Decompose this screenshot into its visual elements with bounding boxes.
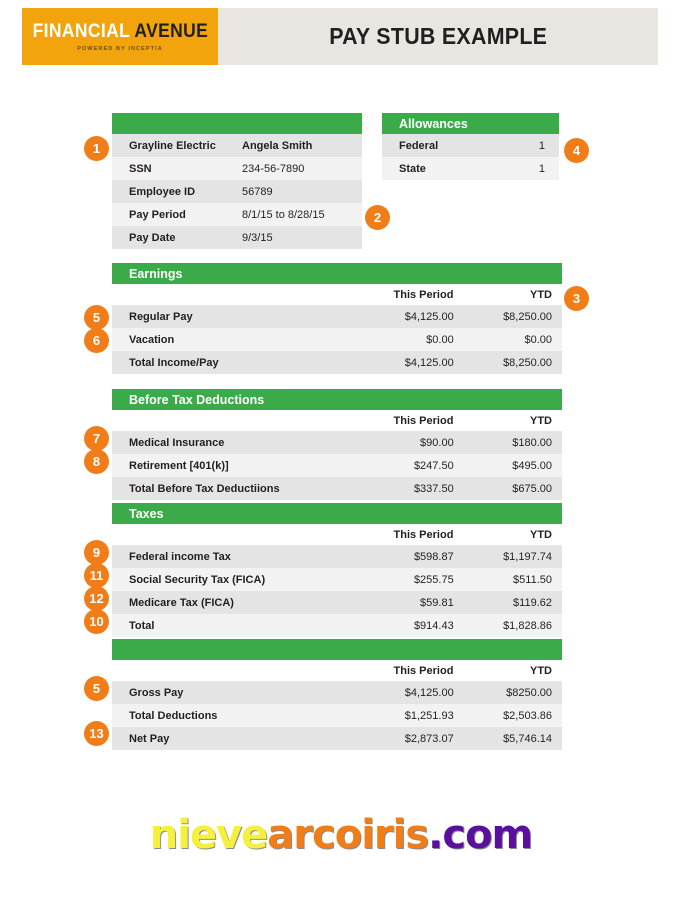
logo-primary-text: FINANCIAL <box>32 20 130 42</box>
employee-info-header <box>112 113 362 134</box>
summary-this-period: $2,873.07 <box>404 732 454 745</box>
earnings-row-label: Regular Pay <box>129 310 193 323</box>
earnings-table <box>112 263 562 374</box>
employee-info-value: 234-56-7890 <box>242 162 305 175</box>
page-title-text: PAY STUB EXAMPLE <box>328 23 548 49</box>
callout-badge-4[interactable]: 4 <box>564 138 589 163</box>
table-row <box>382 157 559 180</box>
column-header-this-period: This Period <box>393 664 454 677</box>
employee-info-table <box>112 113 362 249</box>
employee-info-label: Employee ID <box>129 185 196 198</box>
column-header-this-period: This Period <box>393 414 454 427</box>
tax-this-period: $255.75 <box>413 573 454 586</box>
table-row <box>112 454 562 477</box>
watermark-part-1: nieve <box>149 812 268 858</box>
summary-this-period: $1,251.93 <box>404 709 454 722</box>
summary-ytd: $5,746.14 <box>503 732 552 745</box>
summary-column-headers <box>112 660 562 681</box>
earnings-this-period: $4,125.00 <box>404 356 454 369</box>
before-tax-ytd: $495.00 <box>512 459 552 472</box>
summary-table <box>112 639 562 750</box>
table-row <box>382 134 559 157</box>
earnings-this-period: $0.00 <box>426 333 454 346</box>
employee-info-value: 56789 <box>242 185 273 198</box>
column-header-ytd: YTD <box>530 528 552 541</box>
table-row <box>112 681 562 704</box>
allowance-value: 1 <box>538 139 545 152</box>
table-row <box>112 614 562 637</box>
watermark-part-2: arcoiris <box>267 812 429 858</box>
callout-badge-7[interactable]: 7 <box>84 426 109 451</box>
employee-info-value: 8/1/15 to 8/28/15 <box>242 208 325 221</box>
earnings-ytd: $0.00 <box>524 333 552 346</box>
tax-row-label: Social Security Tax (FICA) <box>129 573 266 586</box>
table-row <box>112 305 562 328</box>
logo-secondary-text: AVENUE <box>134 20 208 42</box>
callout-badge-11[interactable]: 11 <box>84 563 109 588</box>
callout-badge-5[interactable]: 5 <box>84 305 109 330</box>
tax-this-period: $914.43 <box>413 619 454 632</box>
earnings-ytd: $8,250.00 <box>503 356 552 369</box>
logo-wordmark <box>32 22 208 41</box>
taxes-table <box>112 503 562 637</box>
summary-row-label: Gross Pay <box>129 686 184 699</box>
callout-badge-6[interactable]: 6 <box>84 328 109 353</box>
before-tax-this-period: $90.00 <box>420 436 454 449</box>
tax-this-period: $598.87 <box>413 550 454 563</box>
tax-this-period: $59.81 <box>420 596 454 609</box>
before-tax-ytd: $180.00 <box>512 436 552 449</box>
table-row <box>112 203 362 226</box>
tax-ytd: $119.62 <box>513 596 552 609</box>
summary-header <box>112 639 562 660</box>
table-row <box>112 477 562 500</box>
summary-ytd: $8250.00 <box>506 686 552 699</box>
earnings-this-period: $4,125.00 <box>404 310 454 323</box>
before-tax-row-label: Retirement [401(k)] <box>129 459 229 472</box>
table-row <box>112 431 562 454</box>
column-header-ytd: YTD <box>530 414 552 427</box>
summary-row-label: Net Pay <box>129 732 170 745</box>
taxes-header: Taxes <box>112 503 562 524</box>
callout-badge-10[interactable]: 10 <box>84 609 109 634</box>
tax-row-label: Medicare Tax (FICA) <box>129 596 234 609</box>
callout-badge-1[interactable]: 1 <box>84 136 109 161</box>
before-tax-deductions-table <box>112 389 562 500</box>
callout-badge-13[interactable]: 13 <box>84 721 109 746</box>
tax-ytd: $1,197.74 <box>503 550 552 563</box>
callout-badge-9[interactable]: 9 <box>84 540 109 565</box>
allowance-label: State <box>399 162 426 175</box>
table-row <box>112 545 562 568</box>
allowance-label: Federal <box>399 139 439 152</box>
employee-info-value: 9/3/15 <box>242 231 273 244</box>
allowance-value: 1 <box>538 162 545 175</box>
table-row <box>112 591 562 614</box>
table-row <box>112 328 562 351</box>
table-row <box>112 180 362 203</box>
employee-info-label: Pay Date <box>129 231 176 244</box>
callout-badge-3[interactable]: 3 <box>564 286 589 311</box>
table-row <box>112 226 362 249</box>
column-header-this-period: This Period <box>393 528 454 541</box>
callout-badge-8[interactable]: 8 <box>84 449 109 474</box>
summary-ytd: $2,503.86 <box>503 709 552 722</box>
brand-logo <box>22 8 218 65</box>
callout-badge-2[interactable]: 2 <box>365 205 390 230</box>
logo-tagline: POWERED BY INCEPTIA <box>77 45 163 52</box>
column-header-ytd: YTD <box>530 664 552 677</box>
before-tax-deductions-header: Before Tax Deductions <box>112 389 562 410</box>
summary-this-period: $4,125.00 <box>404 686 454 699</box>
earnings-row-label: Vacation <box>129 333 175 346</box>
employee-info-label: Grayline Electric <box>129 139 216 152</box>
table-row <box>112 568 562 591</box>
before-tax-ytd: $675.00 <box>512 482 552 495</box>
table-row <box>112 704 562 727</box>
tax-row-label: Total <box>129 619 155 632</box>
table-row <box>112 351 562 374</box>
before-tax-this-period: $247.50 <box>413 459 454 472</box>
earnings-row-label: Total Income/Pay <box>129 356 219 369</box>
allowances-header: Allowances <box>382 113 559 134</box>
before-tax-column-headers <box>112 410 562 431</box>
column-header-this-period: This Period <box>393 288 454 301</box>
table-row <box>112 134 362 157</box>
table-row <box>112 727 562 750</box>
earnings-ytd: $8,250.00 <box>503 310 552 323</box>
tax-ytd: $1,828.86 <box>503 619 552 632</box>
employee-info-label: Pay Period <box>129 208 186 221</box>
table-row <box>112 157 362 180</box>
employee-info-label: SSN <box>129 162 152 175</box>
summary-row-label: Total Deductions <box>129 709 218 722</box>
callout-badge-5b[interactable]: 5 <box>84 676 109 701</box>
column-header-ytd: YTD <box>530 288 552 301</box>
before-tax-this-period: $337.50 <box>413 482 454 495</box>
earnings-header: Earnings <box>112 263 562 284</box>
before-tax-row-label: Total Before Tax Deductiions <box>129 482 280 495</box>
taxes-column-headers <box>112 524 562 545</box>
tax-row-label: Federal income Tax <box>129 550 231 563</box>
allowances-table <box>382 113 559 180</box>
earnings-column-headers <box>112 284 562 305</box>
page-title <box>218 8 658 65</box>
before-tax-row-label: Medical Insurance <box>129 436 225 449</box>
watermark <box>0 812 682 858</box>
employee-info-value: Angela Smith <box>242 139 313 152</box>
tax-ytd: $511.50 <box>513 573 552 586</box>
watermark-part-3: .com <box>428 812 533 858</box>
callout-badge-12[interactable]: 12 <box>84 586 109 611</box>
